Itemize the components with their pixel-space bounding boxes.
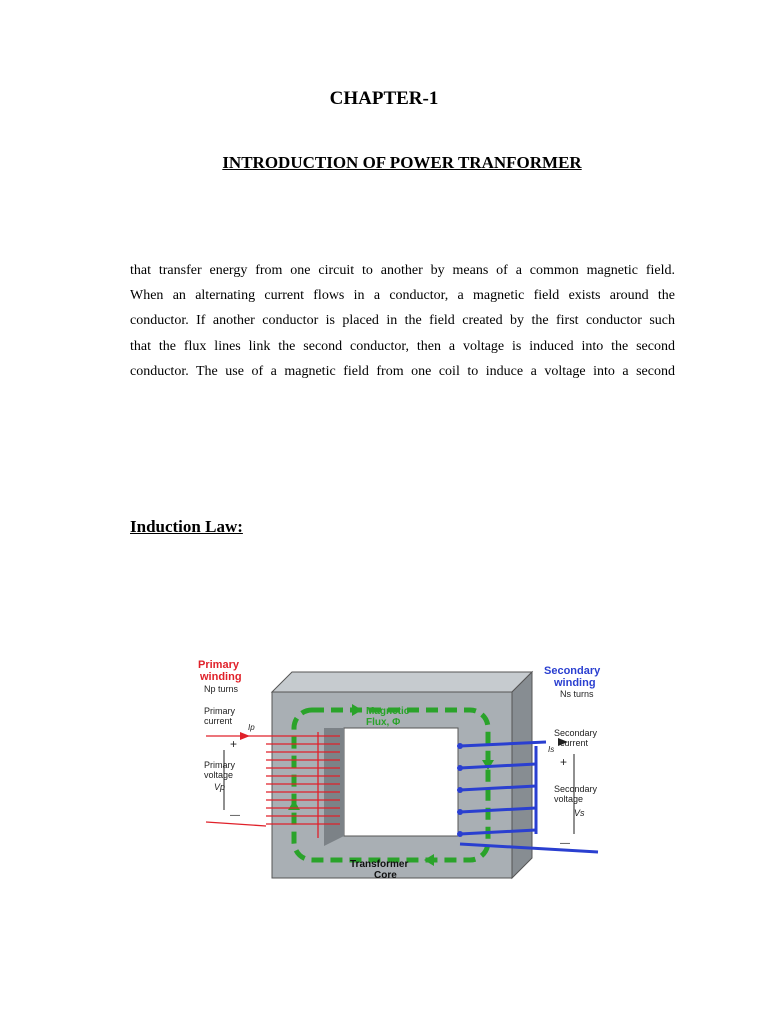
document-title: INTRODUCTION OF POWER TRANFORMER	[222, 153, 582, 172]
primary-minus-sign: —	[230, 810, 240, 821]
core-label: Transformer	[350, 859, 409, 870]
primary-plus-sign: +	[230, 737, 238, 751]
transformer-diagram-svg	[190, 650, 620, 890]
primary-voltage-symbol: Vp	[214, 782, 226, 792]
secondary-voltage-label: voltage	[554, 794, 584, 804]
paragraph-line: that transfer energy from one circuit to another by means of a common magnetic field.	[130, 263, 675, 278]
paragraph-line: conductor. If another conductor is placed in the field created by the first conductor such	[130, 313, 675, 329]
paragraph-line: conductor. The use of a magnetic field from one coil to induce a voltage into a second	[130, 363, 675, 379]
core-top-face	[272, 672, 532, 692]
paragraph-line: that the flux lines link the second conductor, then a voltage is induced into the second	[130, 338, 675, 354]
secondary-current-label: Secondary	[554, 728, 598, 738]
secondary-voltage-symbol: Vs	[574, 808, 585, 818]
primary-winding-label: Primary	[198, 659, 239, 671]
primary-voltage-label: Primary	[204, 760, 235, 770]
secondary-winding-label: winding	[554, 677, 596, 689]
flux-label: Magnetic	[366, 706, 410, 717]
secondary-minus-sign: —	[560, 838, 570, 849]
intro-paragraph	[130, 262, 675, 388]
primary-current-symbol: Ip	[248, 723, 255, 732]
primary-turns-label: Np turns	[204, 684, 239, 694]
secondary-winding-label: Secondary	[544, 665, 601, 677]
primary-winding-label: winding	[200, 671, 242, 683]
flux-label: Flux, Φ	[366, 717, 401, 728]
secondary-current-label: current	[560, 738, 589, 748]
paragraph-line: When an alternating current flows in a conductor, a magnetic field exists around the	[130, 288, 675, 304]
secondary-plus-sign: +	[560, 755, 568, 769]
core-window-inner-side	[324, 728, 344, 846]
secondary-voltage-label: Secondary	[554, 784, 598, 794]
primary-current-label: Primary	[204, 706, 235, 716]
section-heading: Induction Law:	[130, 517, 243, 536]
core-label: Core	[374, 870, 397, 881]
primary-voltage-label: voltage	[204, 770, 234, 780]
secondary-current-symbol: Is	[548, 745, 555, 754]
transformer-diagram	[190, 650, 620, 890]
primary-current-label: current	[204, 716, 233, 726]
chapter-label: CHAPTER-1	[329, 88, 439, 109]
secondary-turns-label: Ns turns	[560, 689, 594, 699]
primary-current-arrow	[240, 732, 250, 740]
